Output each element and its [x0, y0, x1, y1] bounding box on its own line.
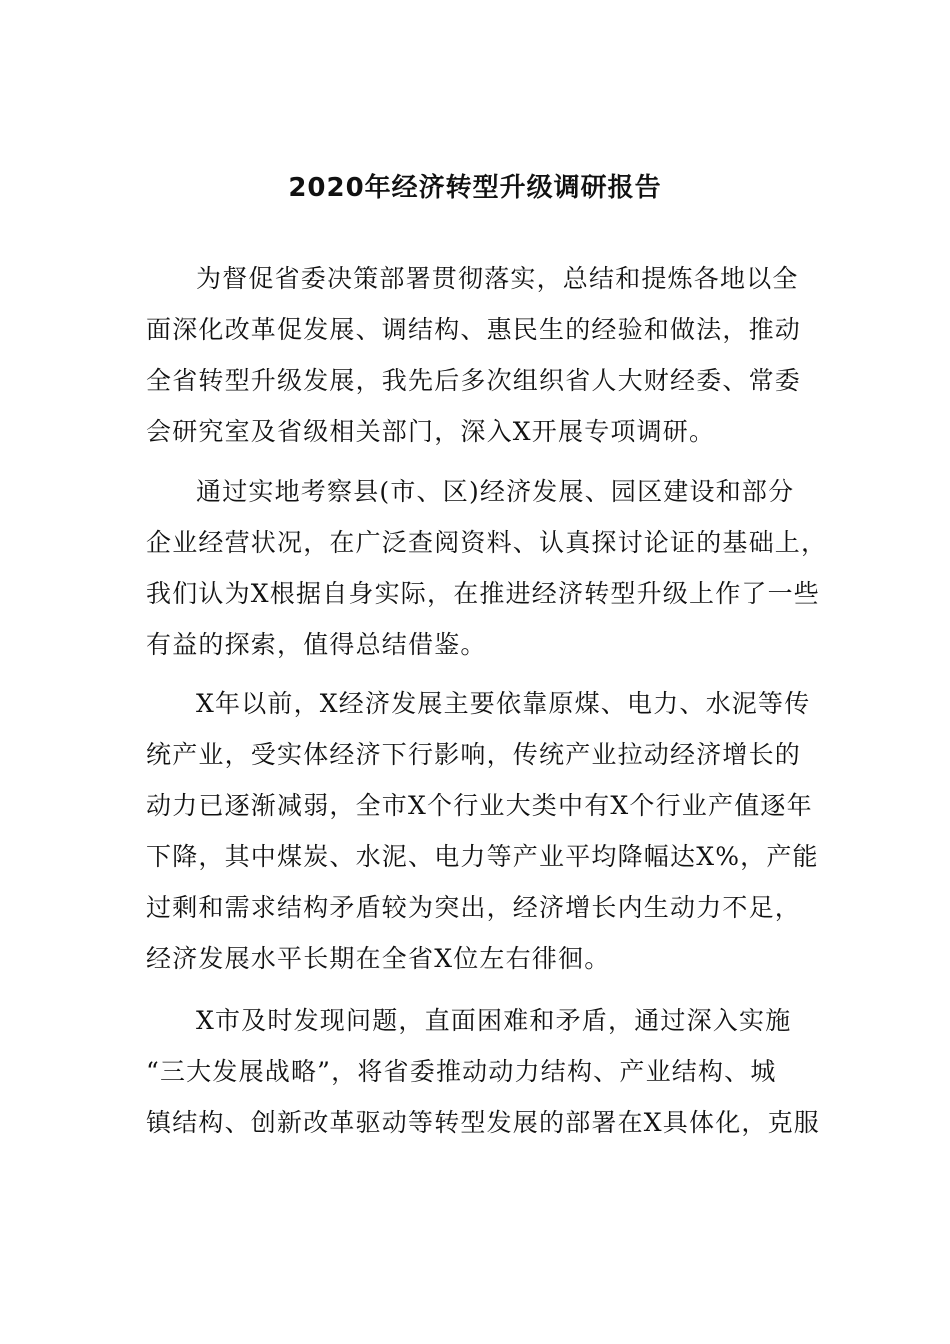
paragraph-line: X年以前，X经济发展主要依靠原煤、电力、水泥等传: [196, 689, 811, 718]
paragraph-line: 会研究室及省级相关部门，深入X开展专项调研。: [146, 417, 716, 446]
paragraph-2: [146, 466, 828, 670]
paragraph-3: [146, 678, 819, 984]
paragraph-line: “三大发展战略”，将省委推动动力结构、产业结构、城: [146, 1057, 777, 1086]
paragraph-1: [146, 253, 811, 457]
paragraph-line: 企业经营状况，在广泛查阅资料、认真探讨论证的基础上，: [146, 528, 828, 557]
paragraph-line: 镇结构、创新改革驱动等转型发展的部署在X具体化，克服: [146, 1108, 821, 1137]
paragraph-line: 为督促省委决策部署贯彻落实，总结和提炼各地以全: [196, 264, 799, 293]
paragraph-line: 过剩和需求结构矛盾较为突出，经济增长内生动力不足，: [146, 893, 802, 922]
document-title: 2020年经济转型升级调研报告: [288, 173, 662, 203]
paragraph-line: 统产业，受实体经济下行影响，传统产业拉动经济增长的: [146, 740, 802, 769]
paragraph-line: 通过实地考察县(市、区)经济发展、园区建设和部分: [196, 477, 795, 506]
paragraph-4: [146, 995, 821, 1148]
paragraph-line: 下降，其中煤炭、水泥、电力等产业平均降幅达X%，产能: [146, 842, 819, 871]
paragraph-line: 全省转型升级发展，我先后多次组织省人大财经委、常委: [146, 366, 802, 395]
paragraph-line: 经济发展水平长期在全省X位左右徘徊。: [146, 944, 611, 973]
paragraph-line: 面深化改革促发展、调结构、惠民生的经验和做法，推动: [146, 315, 802, 344]
paragraph-line: 我们认为X根据自身实际，在推进经济转型升级上作了一些: [146, 579, 821, 608]
paragraph-line: X市及时发现问题，直面困难和矛盾，通过深入实施: [196, 1006, 792, 1035]
paragraph-line: 动力已逐渐减弱，全市X个行业大类中有X个行业产值逐年: [146, 791, 813, 820]
paragraph-line: 有益的探索，值得总结借鉴。: [146, 630, 487, 659]
